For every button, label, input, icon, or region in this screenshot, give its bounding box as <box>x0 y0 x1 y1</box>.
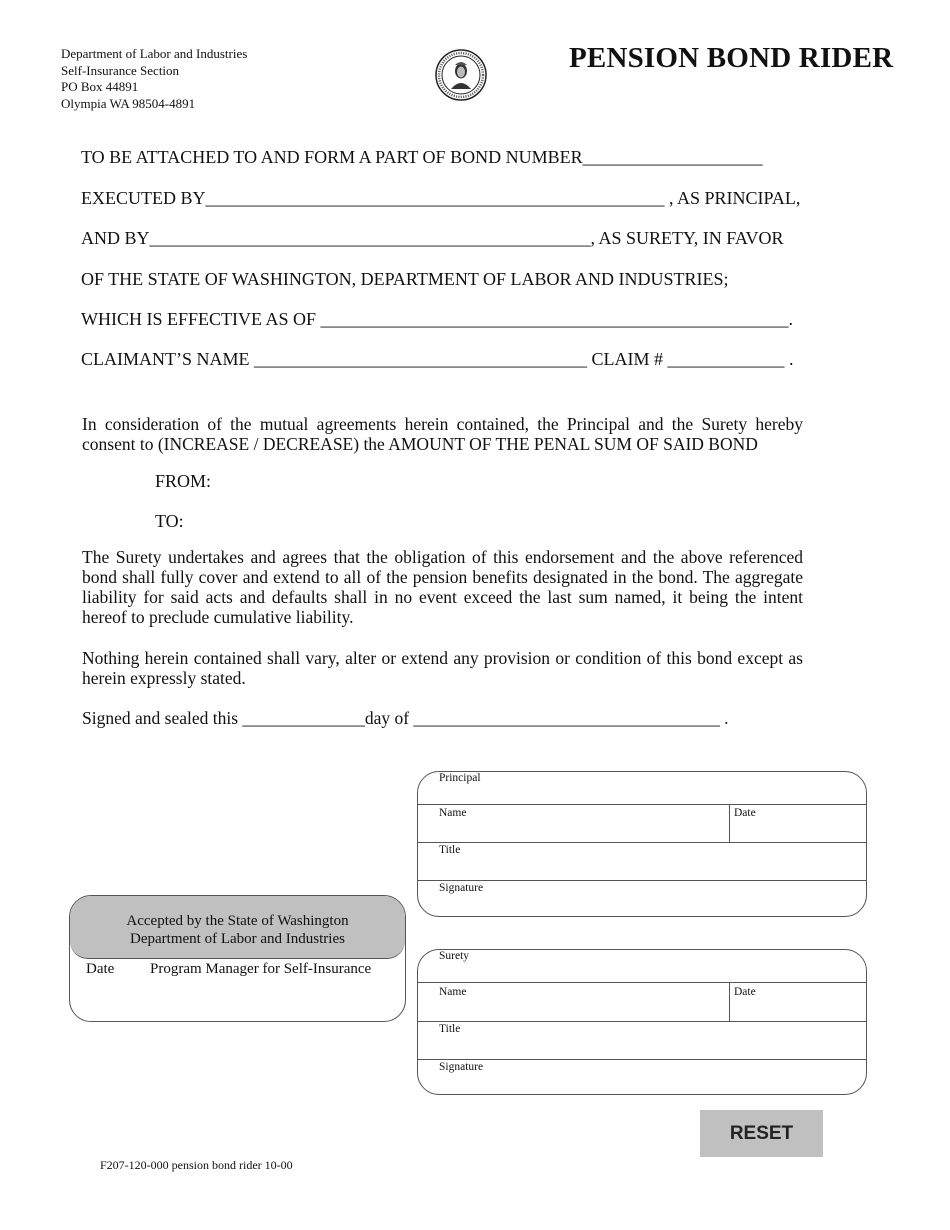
surety-box <box>417 949 867 1095</box>
surety-date-field[interactable]: Date <box>734 986 756 998</box>
agency-line: PO Box 44891 <box>61 79 139 94</box>
surety-undertakes-paragraph: The Surety undertakes and agrees that the obligation of this endorsement and the above referenced bond shall fully cover and extend to all of the pension benefits designated in the bond. The aggregate liability for said acts and defaults shall in no event exceed the last sum named, it being the intent hereof to preclude cumulative liability. <box>82 547 803 627</box>
reset-button[interactable]: RESET <box>700 1110 823 1157</box>
signed-sealed-line[interactable]: Signed and sealed this ______________day of ___________________________________ . <box>82 708 729 728</box>
consideration-paragraph: In consideration of the mutual agreements herein contained, the Principal and the Surety hereby consent to (INCREASE / DECREASE) the AMOUNT OF THE PENAL SUM OF SAID BOND <box>82 414 803 454</box>
acceptance-line-1: Accepted by the State of Washington <box>126 913 349 929</box>
state-department-line: OF THE STATE OF WASHINGTON, DEPARTMENT OF LABOR AND INDUSTRIES; <box>81 269 729 289</box>
surety-name-field[interactable]: Name <box>439 986 467 998</box>
surety-title-field[interactable]: Title <box>439 1023 461 1035</box>
claimant-line[interactable]: CLAIMANT’S NAME _____________________________________ CLAIM # _____________ . <box>81 349 794 369</box>
bond-number-line[interactable]: TO BE ATTACHED TO AND FORM A PART OF BOND NUMBER____________________ <box>81 147 763 167</box>
principal-heading: Principal <box>439 772 481 784</box>
agency-line: Department of Labor and Industries <box>61 46 248 61</box>
from-label: FROM: <box>155 471 212 491</box>
page-title: PENSION BOND RIDER <box>569 42 894 74</box>
principal-box <box>417 771 867 917</box>
principal-date-field[interactable]: Date <box>734 807 756 819</box>
form-number-footer: F207-120-000 pension bond rider 10-00 <box>100 1158 293 1172</box>
principal-name-field[interactable]: Name <box>439 807 467 819</box>
nothing-herein-paragraph: Nothing herein contained shall vary, alter or extend any provision or condition of this bond except as herein expressly stated. <box>82 648 803 688</box>
executed-by-line[interactable]: EXECUTED BY___________________________________________________ , AS PRINCIPAL, <box>81 188 801 208</box>
and-by-line[interactable]: AND BY_________________________________________________, AS SURETY, IN FAVOR <box>81 228 784 248</box>
agency-address <box>61 46 247 112</box>
state-seal-icon <box>433 49 489 101</box>
effective-date-line[interactable]: WHICH IS EFFECTIVE AS OF ____________________________________________________. <box>81 309 794 329</box>
acceptance-line-2: Department of Labor and Industries <box>130 930 345 947</box>
program-manager-field[interactable]: Program Manager for Self-Insurance <box>150 961 372 977</box>
agency-line: Self-Insurance Section <box>61 62 180 78</box>
state-acceptance-box <box>69 895 406 1022</box>
agency-line: Olympia WA 98504-4891 <box>61 95 196 111</box>
acceptance-date-field[interactable]: Date <box>86 961 115 977</box>
to-label: TO: <box>155 511 184 531</box>
surety-heading: Surety <box>439 950 470 962</box>
acceptance-header <box>70 896 405 959</box>
surety-signature-field[interactable]: Signature <box>439 1061 484 1073</box>
principal-signature-field[interactable]: Signature <box>439 882 484 894</box>
principal-title-field[interactable]: Title <box>439 844 461 856</box>
